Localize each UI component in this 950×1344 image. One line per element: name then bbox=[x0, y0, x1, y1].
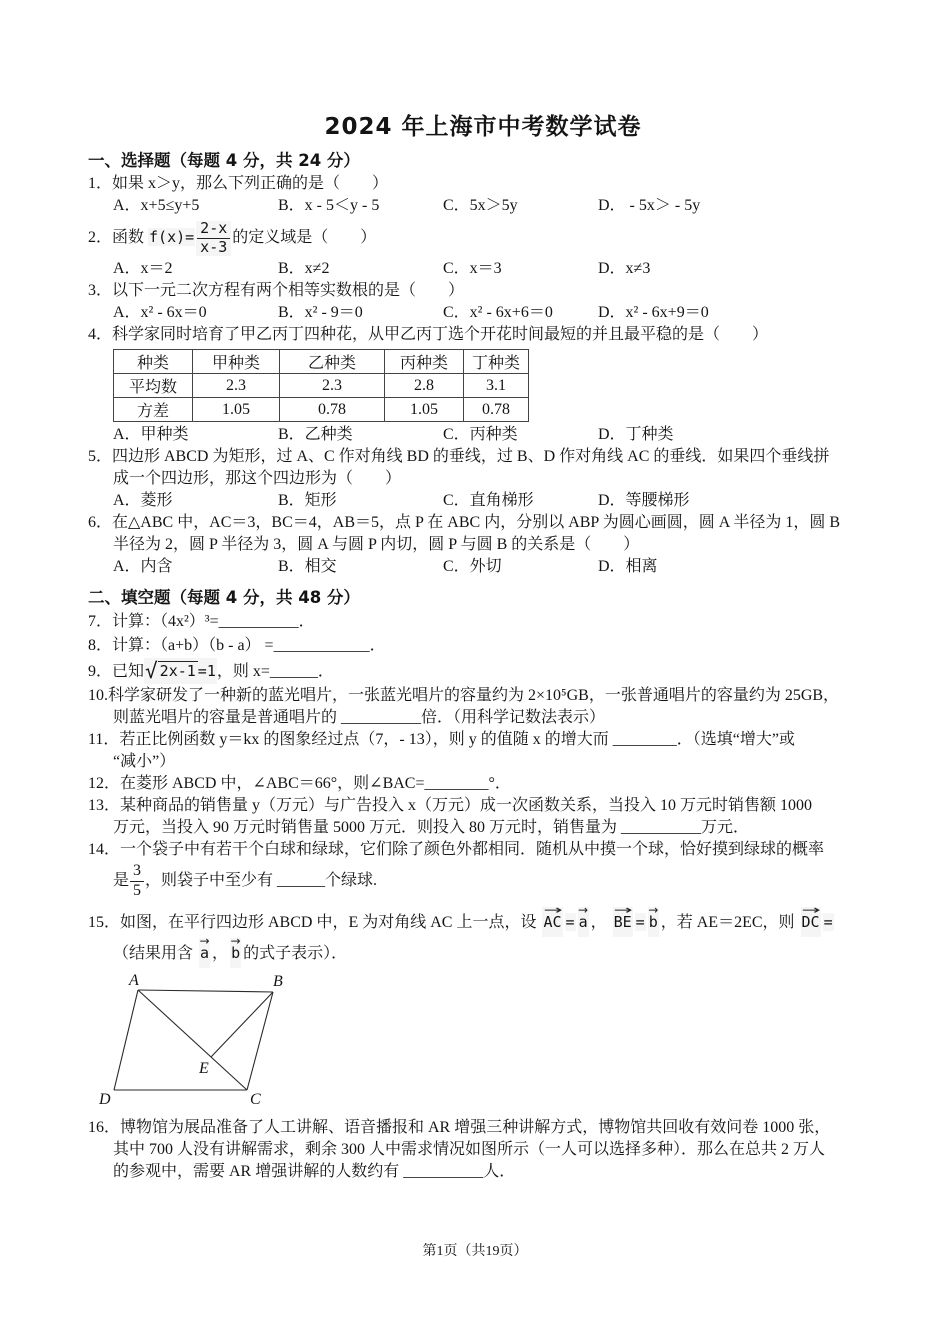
question-9-stem bbox=[88, 658, 878, 685]
option-d: D．相离 bbox=[598, 558, 658, 575]
option-b: B．x - 5＜y - 5 bbox=[278, 197, 380, 214]
fraction-denominator: x-3 bbox=[200, 237, 228, 256]
table-header-cell: 丁种类 bbox=[464, 350, 529, 374]
question-3-options bbox=[88, 302, 878, 324]
question-6-options bbox=[88, 556, 878, 578]
table-cell: 0.78 bbox=[280, 398, 385, 422]
question-5-line2: 成一个四边形，那这个四边形为（ ） bbox=[113, 470, 402, 487]
question-6-line2: 半径为 2，圆 P 半径为 3，圆 A 与圆 P 内切，圆 P 与圆 B 的关系是（ ） bbox=[113, 536, 640, 553]
question-2-text: 2．函数 bbox=[88, 229, 145, 246]
question-4-options bbox=[88, 424, 878, 446]
fraction-formula bbox=[196, 221, 231, 256]
question-14-text: 是 bbox=[113, 872, 130, 889]
option-d: D．丁种类 bbox=[598, 426, 674, 443]
vector-b: → b bbox=[648, 907, 659, 937]
question-15-text-mid: ，若 AE＝2EC，则 bbox=[660, 914, 795, 931]
table-cell: 2.3 bbox=[193, 374, 280, 398]
question-15-text: （结果用含 bbox=[113, 945, 194, 962]
question-13-line2: 万元，当投入 90 万元时销售量 5000 万元．则投入 80 万元时，销售量为 __________万元． bbox=[113, 819, 750, 836]
option-d: D． - 5x＞ - 5y bbox=[598, 197, 701, 214]
question-9-text-after: ，则 x=______． bbox=[216, 663, 334, 680]
table-header-cell: 丙种类 bbox=[385, 350, 464, 374]
vector-a: → a bbox=[578, 907, 589, 937]
equals-one: =1 bbox=[197, 662, 216, 680]
option-d: D．x≠3 bbox=[598, 260, 651, 277]
question-14-line1: 14．一个袋子中有若干个白球和绿球，它们除了颜色外都相同．随机从中摸一个球，恰好摸到绿球的概率 bbox=[88, 841, 825, 858]
option-d: D．等腰梯形 bbox=[598, 492, 690, 509]
question-15-text: 15．如图，在平行四边形 ABCD 中，E 为对角线 AC 上一点，设 bbox=[88, 914, 537, 931]
option-c: C．丙种类 bbox=[443, 426, 518, 443]
option-b: B．乙种类 bbox=[278, 426, 353, 443]
equals-sign: = bbox=[823, 913, 833, 931]
page-footer: 第1页（共19页） bbox=[422, 1244, 528, 1259]
probability-fraction bbox=[130, 863, 144, 900]
equals-sign: = bbox=[565, 913, 575, 931]
question-1-stem: 1．如果 x＞y，那么下列正确的是（ ） bbox=[88, 175, 389, 192]
question-16-line1: 16．博物馆为展品准备了人工讲解、语音播报和 AR 增强三种讲解方式，博物馆共回收有效问卷 1000 张， bbox=[88, 1119, 831, 1136]
option-a: A．x² - 6x＝0 bbox=[113, 304, 207, 321]
table-header-cell: 乙种类 bbox=[280, 350, 385, 374]
question-15-text-after: 的式子表示）． bbox=[243, 945, 348, 962]
vertex-label-a: A bbox=[129, 973, 139, 989]
table-cell: 0.78 bbox=[464, 398, 529, 422]
question-14-text-after: ，则袋子中至少有 ______个绿球. bbox=[145, 872, 378, 889]
question-12-stem: 12．在菱形 ABCD 中，∠ABC＝66°，则∠BAC=________°． bbox=[88, 775, 511, 792]
table-cell: 1.05 bbox=[385, 398, 464, 422]
vertex-label-c: C bbox=[250, 1091, 261, 1107]
question-5-options bbox=[88, 490, 878, 512]
equals-sign: = bbox=[635, 913, 645, 931]
section-heading-fill: 二、填空题（每题 4 分，共 48 分） bbox=[88, 588, 360, 607]
table-row bbox=[114, 374, 529, 398]
option-b: B．矩形 bbox=[278, 492, 337, 509]
option-d: D．x² - 6x+9＝0 bbox=[598, 304, 709, 321]
vertex-label-d: D bbox=[99, 1091, 111, 1107]
page-title: 2024 年上海市中考数学试卷 bbox=[324, 114, 642, 140]
parallelogram-svg bbox=[95, 973, 310, 1107]
point-label-e: E bbox=[199, 1060, 209, 1077]
question-15-line2 bbox=[88, 938, 878, 969]
option-c: C．x＝3 bbox=[443, 260, 502, 277]
vector-a: → a bbox=[199, 938, 210, 968]
option-b: B．x≠2 bbox=[278, 260, 330, 277]
document-body bbox=[88, 108, 878, 1183]
square-root-formula bbox=[144, 658, 217, 684]
figure-lines bbox=[114, 990, 273, 1090]
fraction-numerator: 2-x bbox=[197, 221, 230, 239]
table-header-cell: 种类 bbox=[114, 350, 193, 374]
vector-b: → b bbox=[230, 938, 241, 968]
question-5-line1: 5．四边形 ABCD 为矩形，过 A、C 作对角线 BD 的垂线，过 B、D 作对角线 AC 的垂线．如果四个垂线拼 bbox=[88, 448, 830, 465]
option-a: A．内含 bbox=[113, 558, 173, 575]
comma: ， bbox=[212, 945, 229, 962]
radical-sign: √ bbox=[145, 659, 158, 683]
option-c: C．5x＞5y bbox=[443, 197, 518, 214]
fraction-denominator: 5 bbox=[133, 881, 142, 899]
question-3-stem: 3．以下一元二次方程有两个相等实数根的是（ ） bbox=[88, 282, 465, 299]
question-11-line2: “减小”） bbox=[113, 753, 176, 770]
radicand: 2x-1 bbox=[159, 662, 196, 680]
table-cell: 2.3 bbox=[280, 374, 385, 398]
question-2-stem bbox=[88, 217, 878, 258]
section-heading-choice: 一、选择题（每题 4 分，共 24 分） bbox=[88, 151, 360, 170]
question-8-stem: 8．计算：（a+b）（b - a） =____________． bbox=[88, 637, 386, 654]
vector-dc: → DC bbox=[801, 907, 821, 937]
option-b: B．相交 bbox=[278, 558, 337, 575]
table-cell: 3.1 bbox=[464, 374, 529, 398]
fraction-numerator: 3 bbox=[130, 863, 144, 882]
question-7-stem: 7．计算：（4x²）³=__________． bbox=[88, 613, 315, 630]
table-cell: 2.8 bbox=[385, 374, 464, 398]
question-2-options bbox=[88, 258, 878, 280]
comma: ， bbox=[590, 914, 607, 931]
question-11-line1: 11．若正比例函数 y＝kx 的图象经过点（7，- 13），则 y 的值随 x 的增大而 ________．（选填“增大”或 bbox=[88, 731, 795, 748]
option-a: A．x＝2 bbox=[113, 260, 173, 277]
flower-stats-table bbox=[113, 349, 529, 422]
question-9-text: 9．已知 bbox=[88, 663, 145, 680]
table-cell: 平均数 bbox=[114, 374, 193, 398]
parallelogram-figure bbox=[95, 973, 878, 1107]
table-cell: 方差 bbox=[114, 398, 193, 422]
question-2-text-after: 的定义域是（ ） bbox=[232, 229, 377, 246]
option-c: C．直角梯形 bbox=[443, 492, 534, 509]
option-c: C．x² - 6x+6＝0 bbox=[443, 304, 553, 321]
question-4-stem: 4．科学家同时培育了甲乙丙丁四种花，从甲乙丙丁选个开花时间最短的并且最平稳的是（ ） bbox=[88, 326, 769, 343]
option-c: C．外切 bbox=[443, 558, 502, 575]
table-row bbox=[114, 350, 529, 374]
question-16-line2: 其中 700 人没有讲解需求，剩余 300 人中需求情况如图所示（一人可以选择多种）．那么在总共 2 万人 bbox=[113, 1141, 826, 1158]
vertex-label-b: B bbox=[273, 973, 283, 990]
table-cell: 1.05 bbox=[193, 398, 280, 422]
vector-be: → BE bbox=[613, 907, 633, 937]
question-10-line1: 10.科学家研发了一种新的蓝光唱片，一张蓝光唱片的容量约为 2×10⁵GB，一张普通唱片的容量约为 25GB， bbox=[88, 687, 840, 704]
question-10-line2: 则蓝光唱片的容量是普通唱片的 __________倍．（用科学记数法表示） bbox=[113, 709, 606, 726]
table-header-cell: 甲种类 bbox=[193, 350, 280, 374]
option-a: A．甲种类 bbox=[113, 426, 189, 443]
question-1-options bbox=[88, 195, 878, 217]
question-16-line3: 的参观中，需要 AR 增强讲解的人数约有 __________人． bbox=[113, 1163, 516, 1180]
option-a: A．x+5≤y+5 bbox=[113, 197, 200, 214]
question-6-line1: 6．在△ABC 中，AC＝3，BC＝4，AB＝5，点 P 在 ABC 内，分别以 ABP 为圆心画圆，圆 A 半径为 1，圆 B bbox=[88, 514, 841, 531]
question-13-line1: 13．某种商品的销售量 y（万元）与广告投入 x（万元）成一次函数关系，当投入 10 万元时销售额 1000 bbox=[88, 797, 813, 814]
option-a: A．菱形 bbox=[113, 492, 173, 509]
question-14-line2 bbox=[88, 861, 878, 901]
option-b: B．x² - 9＝0 bbox=[278, 304, 363, 321]
table-row bbox=[114, 398, 529, 422]
vector-ac: → AC bbox=[542, 907, 562, 937]
function-notation: f(x)= bbox=[149, 228, 195, 246]
